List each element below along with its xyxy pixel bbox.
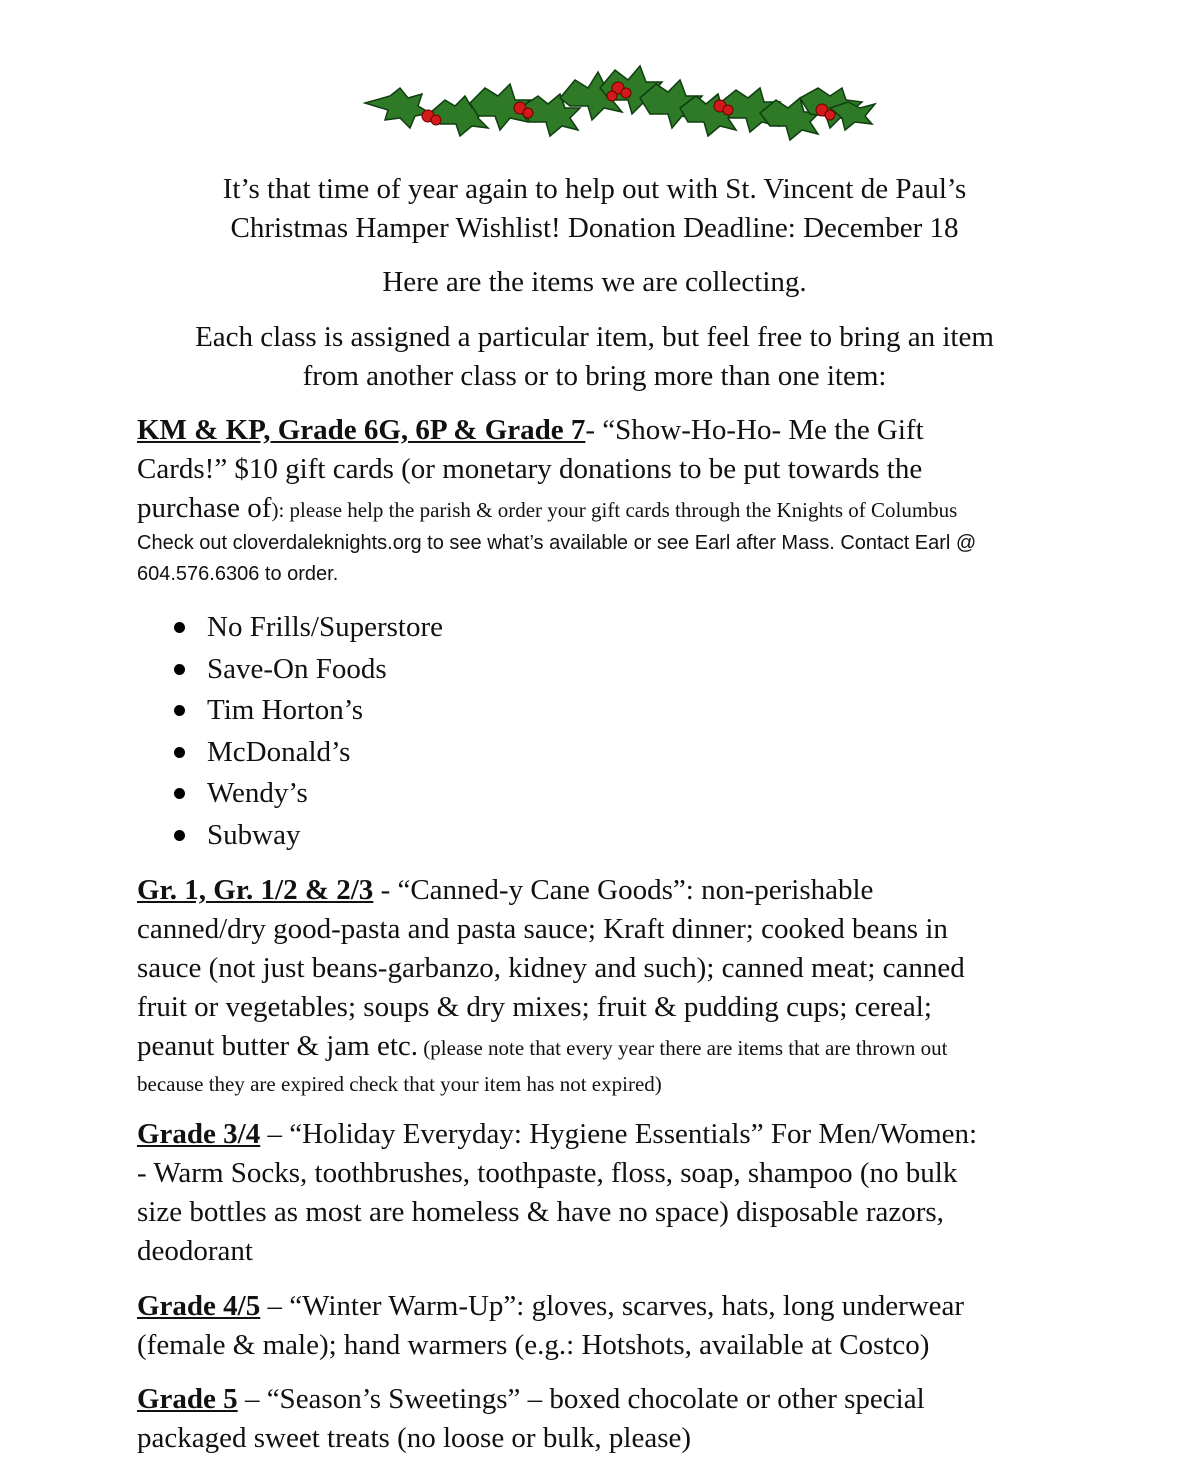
- canned-goods-section: Gr. 1, Gr. 1/2 & 2/3 - “Canned-y Cane Goods”: non-perishable canned/dry good-pasta and pasta sauce; Kraft dinner; cooked beans in sauce (not just beans-garbanzo, kidney and such); canned meat; canned fruit or vegetables; soups & dry mixes; fruit & pudding cups; cereal; peanut butter & jam etc. (please note that every year there are items that are thrown out: [137, 874, 965, 1062]
- sweets-section: Grade 5 – “Season’s Sweetings” – boxed chocolate or other special packaged sweet treats (no loose or bulk, please): [137, 1383, 925, 1454]
- sweets-classes: Grade 5: [137, 1383, 238, 1415]
- list-item: Subway: [170, 815, 443, 857]
- hygiene-section: Grade 3/4 – “Holiday Everyday: Hygiene Essentials” For Men/Women: - Warm Socks, toothbrushes, toothpaste, floss, soap, shampoo (no bulk size bottles as most are homeless & have no space) disposable razors, deodorant: [137, 1118, 978, 1267]
- hygiene-classes: Grade 3/4: [137, 1118, 261, 1150]
- knights-info: Check out cloverdaleknights.org to see what’s available or see Earl after Mass. Contact Earl @ 604.576.6306 to order.: [137, 532, 977, 585]
- list-item: Wendy’s: [170, 773, 443, 815]
- winter-section: Grade 4/5 – “Winter Warm-Up”: gloves, scarves, hats, long underwear (female & male); hand warmers (e.g.: Hotshots, available at Costco): [137, 1290, 965, 1361]
- assignment-note: Each class is assigned a particular item, but feel free to bring an item from another class or to bring more than one item:: [195, 321, 994, 392]
- store-list: [170, 607, 443, 857]
- list-item: Save-On Foods: [170, 649, 443, 691]
- collecting-line: Here are the items we are collecting.: [382, 266, 807, 298]
- list-item: Tim Horton’s: [170, 690, 443, 732]
- list-item: McDonald’s: [170, 732, 443, 774]
- gift-cards-section: KM & KP, Grade 6G, 6P & Grade 7- “Show-Ho-Ho- Me the Gift Cards!” $10 gift cards (or monetary donations to be put towards the purchase of): please help the parish & order your gift cards through the Knights of Columbus: [137, 414, 958, 524]
- holly-garland-icon: [360, 58, 880, 158]
- list-item: No Frills/Superstore: [170, 607, 443, 649]
- expiry-note: because they are expired check that your item has not expired): [137, 1072, 662, 1096]
- canned-goods-classes: Gr. 1, Gr. 1/2 & 2/3: [137, 874, 374, 906]
- intro-heading: It’s that time of year again to help out with St. Vincent de Paul’s Christmas Hamper Wishlist! Donation Deadline: December 18: [222, 173, 967, 244]
- gift-cards-classes: KM & KP, Grade 6G, 6P & Grade 7: [137, 414, 586, 446]
- winter-classes: Grade 4/5: [137, 1290, 261, 1322]
